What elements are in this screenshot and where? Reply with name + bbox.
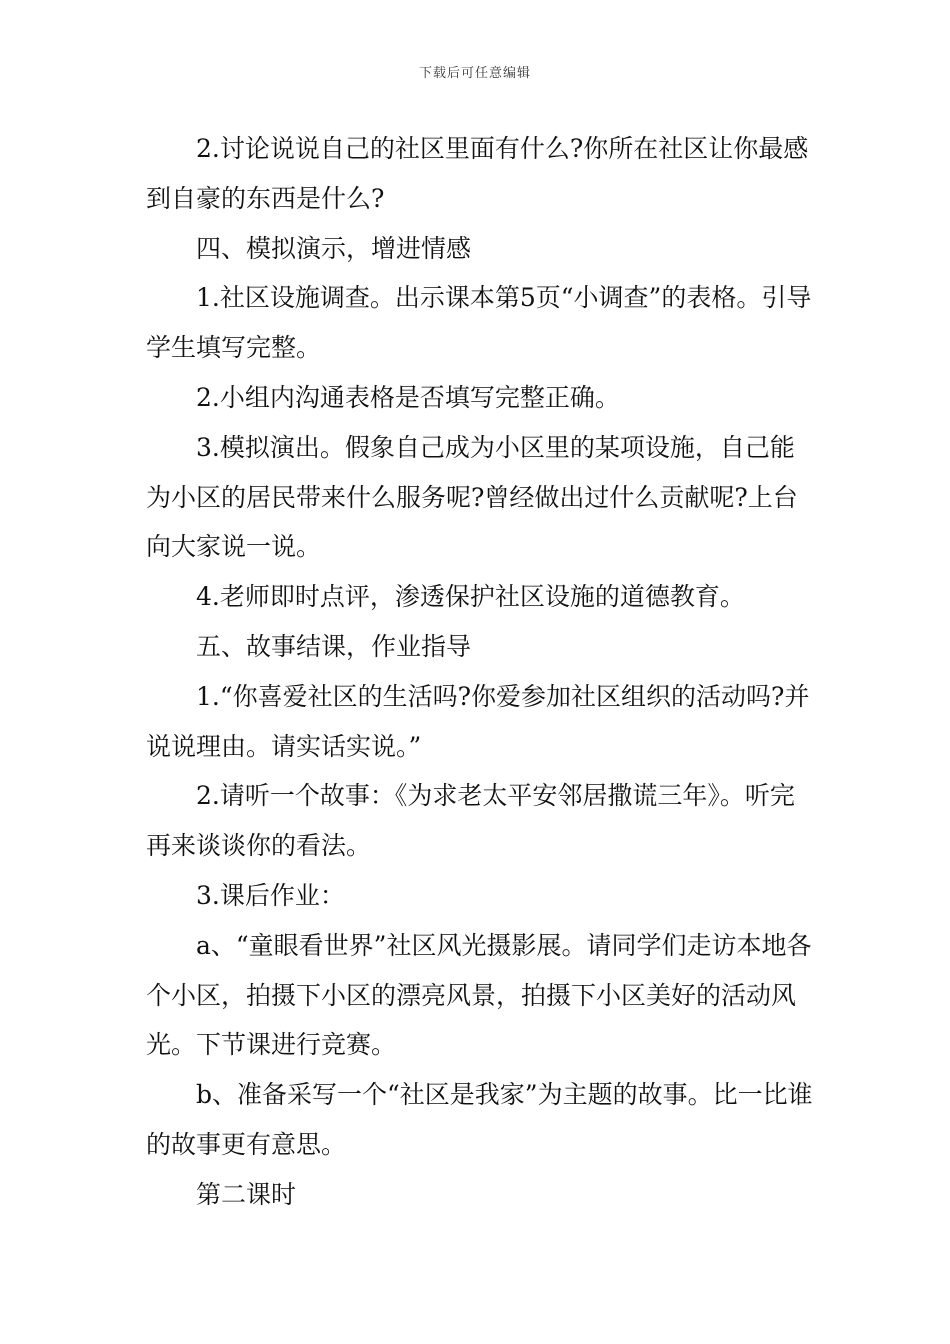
paragraph-story: 2.请听一个故事：《为求老太平安邻居撒谎三年》。听完再来谈谈你的看法。 [146,781,795,861]
section-heading-second-lesson: 第二课时 [196,1179,297,1209]
section-heading-story-closing: 五、故事结课，作业指导 [196,631,472,661]
paragraph-homework-heading: 3.课后作业： [196,880,345,910]
paragraph-discussion: 2.讨论说说自己的社区里面有什么?你所在社区让你最感到自豪的东西是什么? [146,134,809,213]
paragraph-homework-a: a、“童眼看世界”社区风光摄影展。请同学们走访本地各个小区，拍摄下小区的漂亮风景，拍摄下小区美好的活动风光。下节课进行竞赛。 [146,930,812,1060]
paragraph-homework-b: b、准备采写一个“社区是我家”为主题的故事。比一比谁的故事更有意思。 [146,1080,813,1159]
page-header-note: 下载后可任意编辑 [418,66,531,81]
section-heading-simulation: 四、模拟演示，增进情感 [196,233,472,263]
document-body [146,124,816,1220]
paragraph-facility-survey: 1.社区设施调查。出示课本第5页“小调查”的表格。引导学生填写完整。 [146,283,812,363]
paragraph-teacher-comment: 4.老师即时点评，渗透保护社区设施的道德教育。 [196,582,745,612]
paragraph-group-check: 2.小组内沟通表格是否填写完整正确。 [196,382,620,412]
paragraph-community-life-question: 1.“你喜爱社区的生活吗?你爱参加社区组织的活动吗?并说说理由。请实话实说。” [146,681,810,761]
paragraph-simulated-performance: 3.模拟演出。假象自己成为小区里的某项设施，自己能为小区的居民带来什么服务呢?曾经做出过什么贡献呢?上台向大家说一说。 [146,432,798,562]
